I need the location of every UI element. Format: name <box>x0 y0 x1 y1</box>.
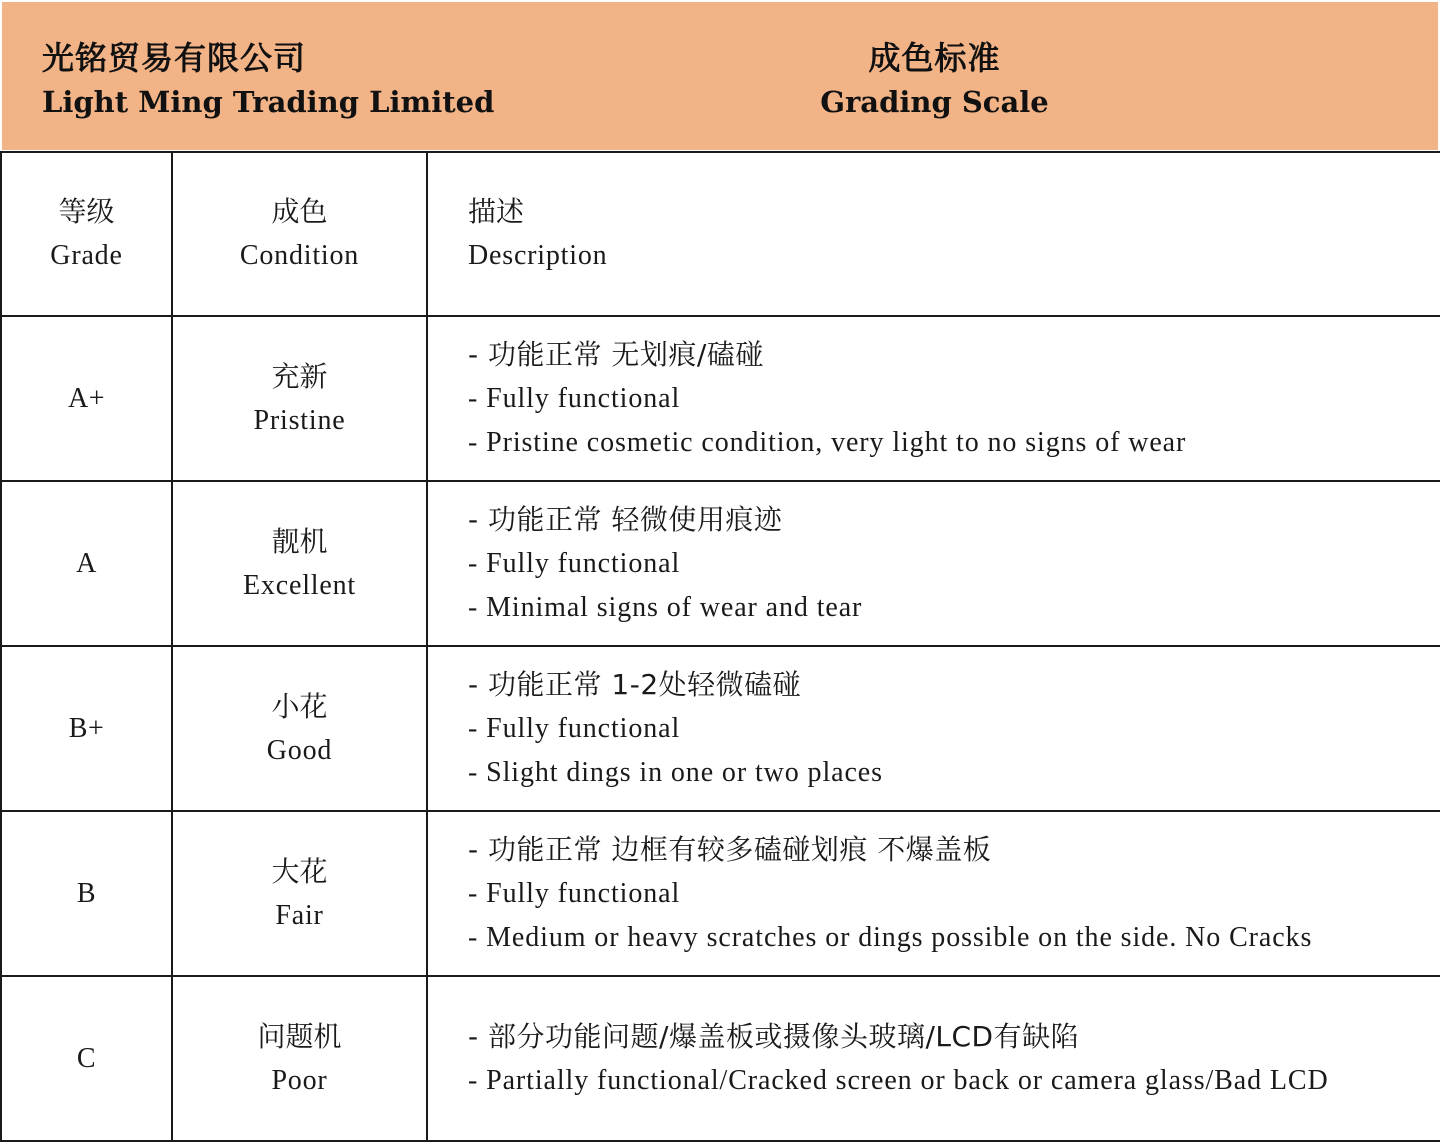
description-header-zh: 描述 <box>468 195 525 228</box>
grading-table <box>0 151 1440 1142</box>
condition-cell <box>172 646 427 811</box>
description-line: - Fully functional <box>468 712 681 744</box>
condition-column-header <box>172 152 427 316</box>
document-title-en: Grading Scale <box>820 85 1049 119</box>
grade-header-en: Grade <box>50 240 123 271</box>
condition-header-en: Condition <box>239 240 360 271</box>
description-line: - 部分功能问题/爆盖板或摄像头玻璃/LCD有缺陷 <box>468 1019 1080 1053</box>
condition-zh: 问题机 <box>257 1019 342 1053</box>
company-name-en: Light Ming Trading Limited <box>42 85 495 119</box>
condition-en: Good <box>266 734 333 766</box>
company-name-zh: 光铭贸易有限公司 <box>42 39 307 77</box>
condition-zh: 小花 <box>271 689 328 723</box>
condition-en: Excellent <box>243 569 356 601</box>
description-line: - Fully functional <box>468 547 681 579</box>
grade-cell <box>1 316 172 481</box>
description-column-header <box>427 152 1440 316</box>
description-header-en: Description <box>468 240 608 271</box>
grade-cell <box>1 646 172 811</box>
condition-zh: 大花 <box>271 854 328 888</box>
description-cell <box>427 646 1440 811</box>
grade-column-header <box>1 152 172 316</box>
grade-cell <box>1 481 172 646</box>
description-line: - Fully functional <box>468 382 681 414</box>
description-cell <box>427 481 1440 646</box>
condition-en: Pristine <box>253 404 346 436</box>
condition-zh: 靓机 <box>271 524 328 558</box>
description-line: - Minimal signs of wear and tear <box>468 591 863 623</box>
description-line: - Pristine cosmetic condition, very light to no signs of wear <box>468 426 1187 458</box>
condition-cell <box>172 316 427 481</box>
description-line: - Medium or heavy scratches or dings possible on the side. No Cracks <box>468 921 1313 953</box>
table-row <box>1 481 1440 646</box>
condition-en: Poor <box>271 1064 328 1096</box>
condition-cell <box>172 481 427 646</box>
description-line: - Partially functional/Cracked screen or back or camera glass/Bad LCD <box>468 1064 1329 1096</box>
condition-header-zh: 成色 <box>271 195 328 228</box>
grade-value: A <box>76 547 97 579</box>
table-row <box>1 811 1440 976</box>
description-line: - Slight dings in one or two places <box>468 756 883 788</box>
grade-cell <box>1 811 172 976</box>
description-cell <box>427 976 1440 1141</box>
table-row <box>1 646 1440 811</box>
description-line: - 功能正常 边框有较多磕碰划痕 不爆盖板 <box>468 832 992 866</box>
document-title-zh: 成色标准 <box>868 39 1001 77</box>
grade-value: A+ <box>67 382 105 414</box>
description-line: - 功能正常 1-2处轻微磕碰 <box>468 667 802 701</box>
grade-value: B+ <box>68 712 105 744</box>
description-cell <box>427 811 1440 976</box>
condition-zh: 充新 <box>271 359 328 393</box>
header-banner <box>2 2 1438 150</box>
grade-value: B <box>76 877 97 909</box>
grade-cell <box>1 976 172 1141</box>
description-cell <box>427 316 1440 481</box>
description-line: - Fully functional <box>468 877 681 909</box>
document-title <box>802 36 1067 124</box>
description-line: - 功能正常 无划痕/磕碰 <box>468 337 764 371</box>
table-header-row <box>1 152 1440 316</box>
condition-cell <box>172 811 427 976</box>
condition-en: Fair <box>275 899 324 931</box>
description-line: - 功能正常 轻微使用痕迹 <box>468 502 783 536</box>
condition-cell <box>172 976 427 1141</box>
grade-value: C <box>76 1042 97 1074</box>
company-name <box>42 36 494 124</box>
grade-header-zh: 等级 <box>58 195 115 228</box>
table-row <box>1 316 1440 481</box>
table-row <box>1 976 1440 1141</box>
